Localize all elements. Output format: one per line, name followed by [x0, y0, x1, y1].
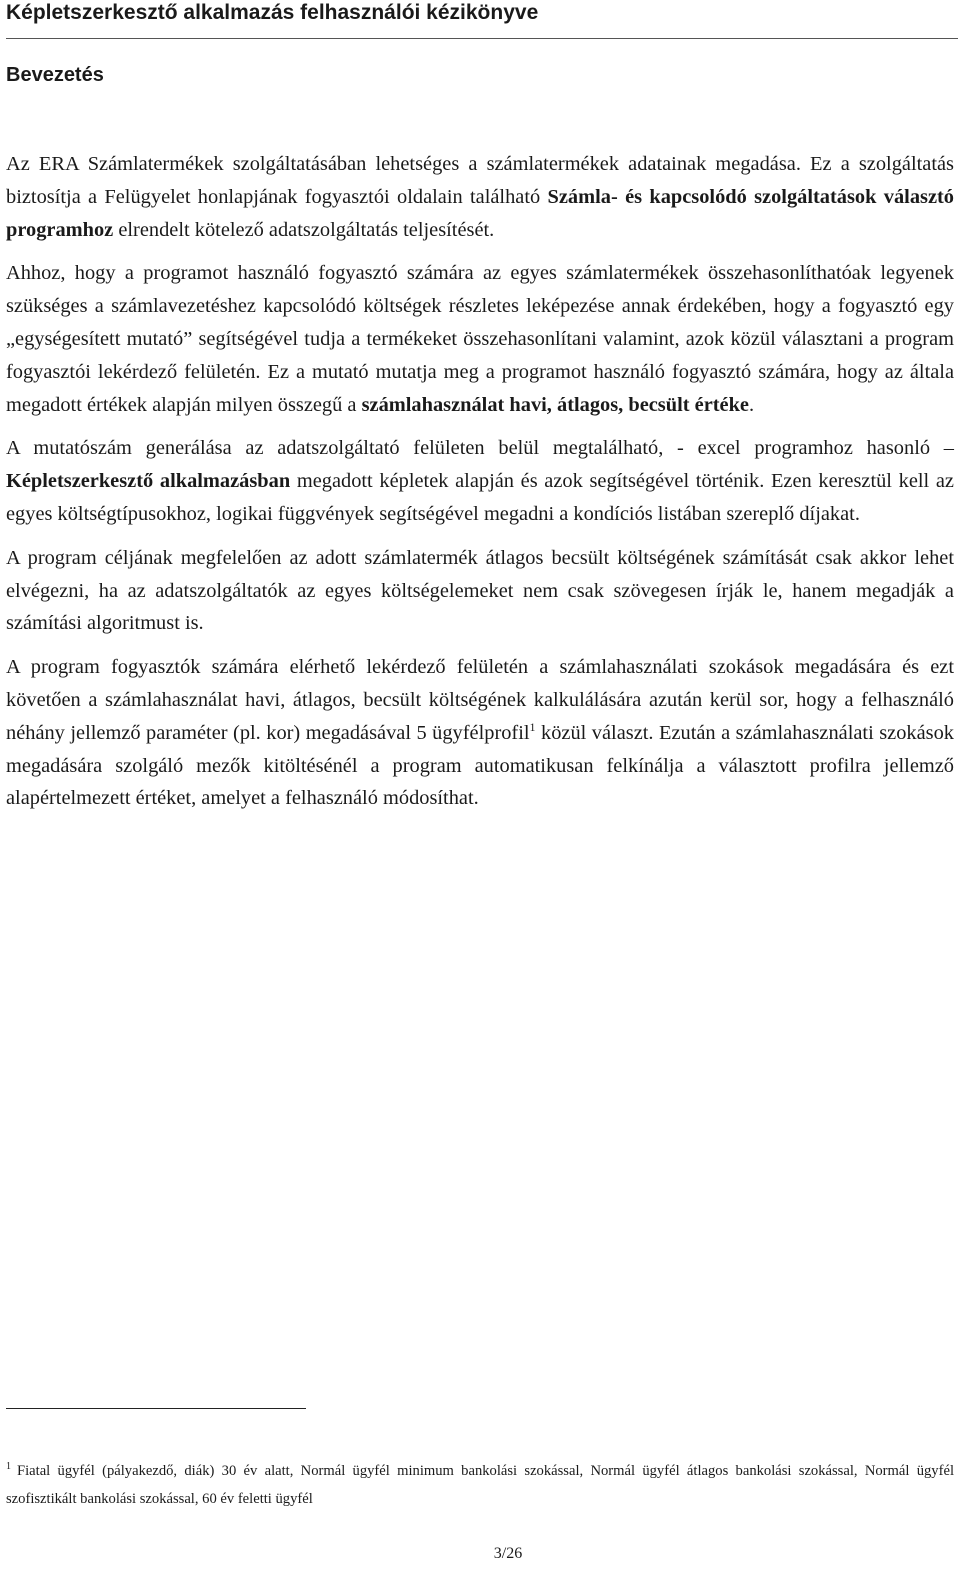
paragraph-text: közül választ. Ezután a számlahasználati szokások megadására szolgáló mezők kitöltésénél a program automatikusan felkínálja a választott profilra jellemző alapértelmezett értéket, amelyet a felhasználó módosíthat.	[6, 721, 954, 810]
paragraph-text: .	[748, 393, 755, 416]
footnote-marker: 1	[6, 1461, 11, 1473]
bold-phrase: Számla- és kapcsolódó szolgáltatások választó programhoz	[6, 185, 954, 241]
paragraph-text: Az ERA Számlatermékek szolgáltatásában lehetséges a számlatermékek adatainak megadása. Ez a szolgáltatás biztosítja a Felügyelet honlapjának fogyasztói oldalain található	[6, 153, 954, 208]
footnote-divider	[6, 1408, 306, 1409]
paragraph-purpose: A program céljának megfelelően az adott számlatermék átlagos becsült költségének számítását csak akkor lehet elvégezni, ha az adatszolgáltatók az egyes költségelemeket nem csak szövegesen írják le, hanem megadják a számítási algoritmust is.	[6, 546, 954, 635]
page-header	[6, 0, 958, 39]
paragraph-text: Ahhoz, hogy a programot használó fogyasztó számára az egyes számlatermékek összehasonlíthatóak legyenek szükséges a számlavezetéshez kapcsolódó költségek részletes leképezése annak érdekében, hogy a fogyasztó egy „egységesített mutató” segítségével tudja a termékeket összehasonlítani valamint, azok közül választani a program fogyasztói lekérdező felületén. Ez a mutató mutatja meg a programot használó fogyasztó számára, hogy az általa megadott értékek alapján milyen összegű a	[6, 262, 954, 416]
paragraph-intro	[6, 148, 954, 246]
paragraph-text: A program fogyasztók számára elérhető lekérdező felületén a számlahasználati szokások megadására és ezt követően a számlahasználat havi, átlagos, becsült költségének kalkulálására azután kerül sor, hogy a felhasználó néhány jellemző paraméter (pl. kor) megadásával 5 ügyfélprofil	[6, 656, 954, 744]
paragraph-profiles	[6, 651, 954, 815]
body-text	[6, 148, 954, 815]
paragraph-indicator	[6, 257, 954, 421]
footnote-text: Fiatal ügyfél (pályakezdő, diák) 30 év alatt, Normál ügyfél minimum bankolási szokással, Normál ügyfél átlagos bankolási szokással, Normál ügyfél szofisztikált bankolási szokással, 60 év feletti ügyfél	[6, 1463, 954, 1507]
footnote-reference[interactable]: 1	[529, 719, 536, 734]
bold-phrase: számlahasználat havi, átlagos, becsült értéke	[361, 393, 749, 416]
footnote	[6, 1457, 954, 1513]
paragraph-generation	[6, 432, 954, 530]
section-heading: Bevezetés	[6, 64, 104, 86]
bold-phrase: Képletszerkesztő alkalmazásban	[6, 470, 291, 493]
paragraph-text: megadott képletek alapján és azok segítségével történik. Ezen keresztül kell az egyes költségtípusokhoz, logikai függvények segítségével megadni a kondíciós listában szereplő díjakat.	[6, 470, 954, 525]
document-title: Képletszerkesztő alkalmazás felhasználói kézikönyve	[6, 1, 539, 24]
paragraph-text: A mutatószám generálása az adatszolgáltató felületen belül megtalálható, - excel programhoz hasonló –	[6, 437, 954, 460]
page-number: 3/26	[493, 1545, 523, 1562]
paragraph-text: elrendelt kötelező adatszolgáltatás teljesítését.	[113, 218, 495, 241]
